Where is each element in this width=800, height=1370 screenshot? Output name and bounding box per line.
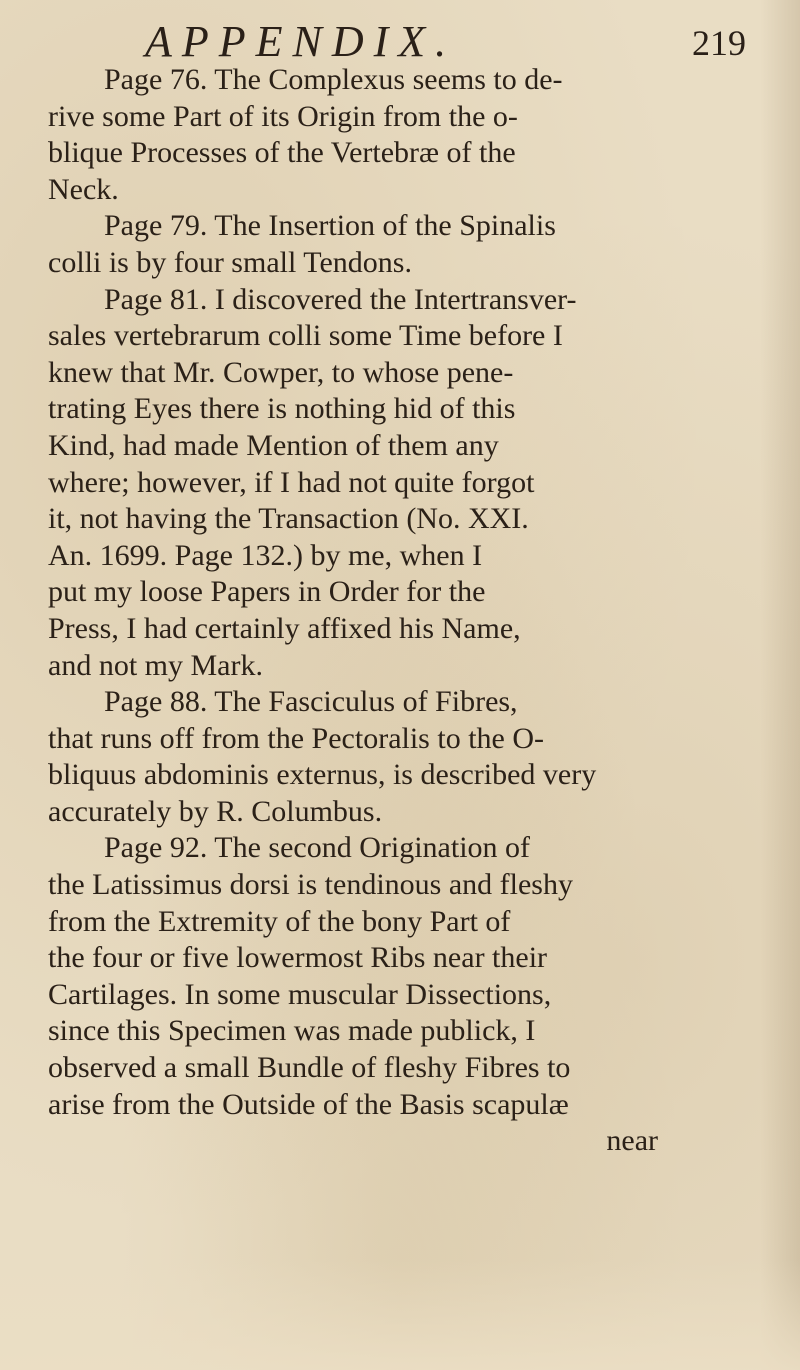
text-line: and not my Mark. [48,648,263,682]
text-line: trating Eyes there is nothing hid of this [48,392,516,426]
text-line: Page 81. I discovered the Intertransver- [104,282,577,316]
text-line: rive some Part of its Origin from the o- [48,99,518,133]
body-text [48,62,718,1160]
text-line: Page 76. The Complexus seems to de- [104,63,563,96]
text-line: Cartilages. In some muscular Dissections, [48,977,552,1011]
running-head: APPENDIX. [145,17,457,66]
text-line: knew that Mr. Cowper, to whose pene- [48,355,514,389]
text-line: Page 79. The Insertion of the Spinalis [104,209,556,243]
text-line: where; however, if I had not quite forgot [48,465,535,499]
text-line: Kind, had made Mention of them any [48,428,499,462]
text-line: put my loose Papers in Order for the [48,575,486,609]
text-line: accurately by R. Columbus. [48,794,383,828]
text-line: observed a small Bundle of fleshy Fibres to [48,1051,571,1085]
text-line: Page 92. The second Origination of [104,831,531,865]
text-line: blique Processes of the Vertebræ of the [48,136,516,170]
text-line: the four or five lowermost Ribs near their [48,941,548,975]
text-line: arise from the Outside of the Basis scapulæ [48,1087,569,1121]
catchword: near [606,1124,658,1158]
page-edge-shadow [760,0,800,1370]
page-header [0,8,800,68]
text-line: colli is by four small Tendons. [48,245,412,279]
text-line: it, not having the Transaction (No. XXI. [48,502,529,536]
text-line: Neck. [48,172,119,206]
text-line: bliquus abdominis externus, is described very [48,758,597,792]
page-number: 219 [692,23,746,63]
text-line: from the Extremity of the bony Part of [48,904,511,938]
page-bottom-fade [0,1260,800,1370]
text-line: since this Specimen was made publick, I [48,1014,536,1048]
text-line: that runs off from the Pectoralis to the O- [48,721,544,755]
text-line: Page 88. The Fasciculus of Fibres, [104,685,518,719]
text-line: An. 1699. Page 132.) by me, when I [48,538,483,572]
text-line: the Latissimus dorsi is tendinous and fleshy [48,868,573,902]
text-line: Press, I had certainly affixed his Name, [48,611,521,645]
text-line: sales vertebrarum colli some Time before I [48,319,563,353]
